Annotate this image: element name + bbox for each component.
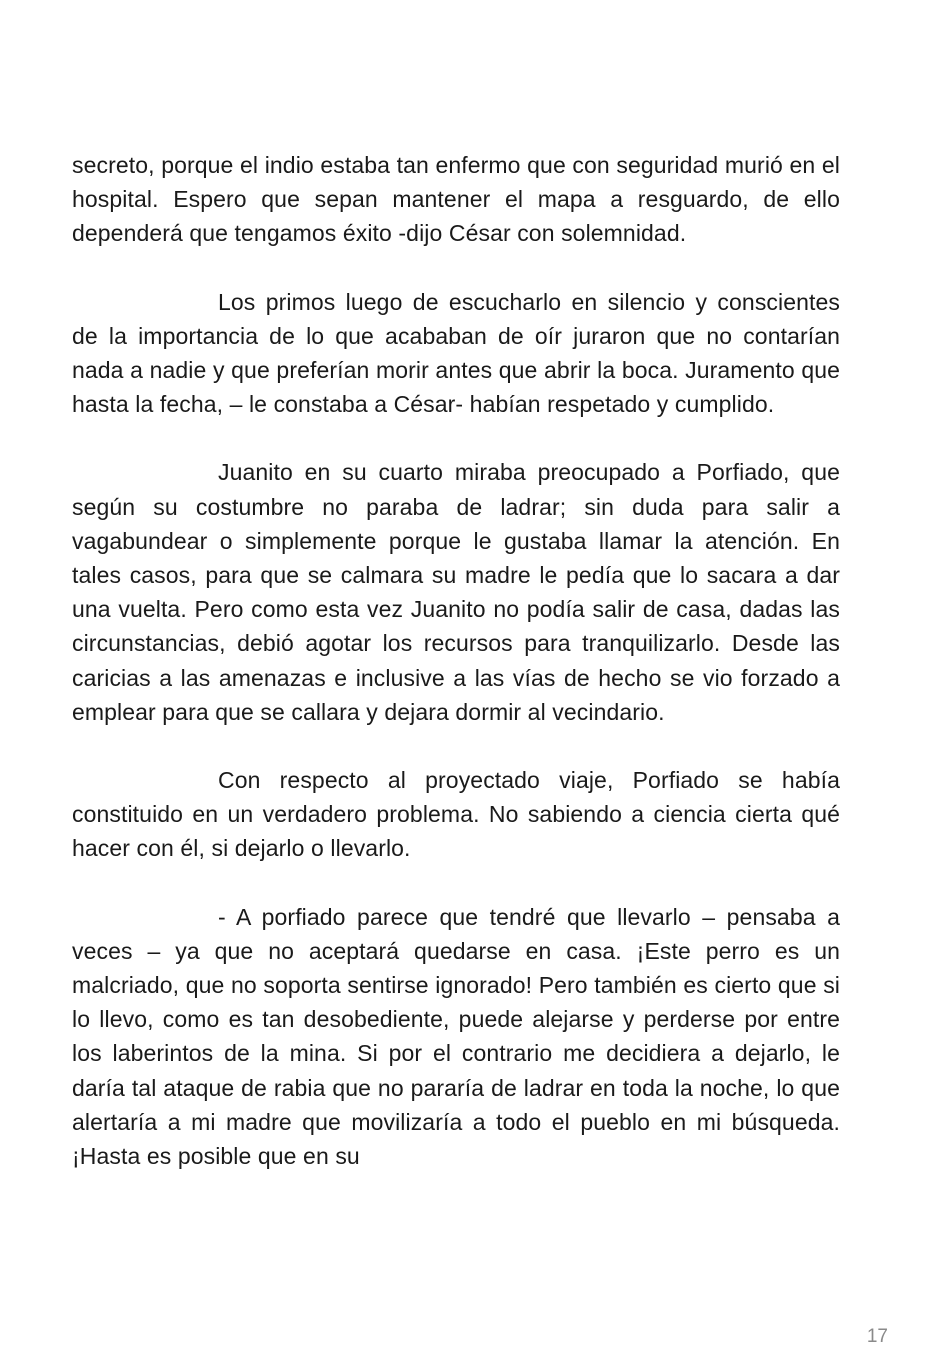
paragraph-1: secreto, porque el indio estaba tan enfermo que con seguridad murió en el hospital. Espero que sepan mantener el mapa a resguardo, de ello dependerá que tengamos éxito -dijo César con solemnidad. xyxy=(72,152,840,247)
page-body xyxy=(72,148,840,1207)
paragraph-5: - A porfiado parece que tendré que llevarlo – pensaba a veces – ya que no aceptará quedarse en casa. ¡Este perro es un malcriado, que no soporta sentirse ignorado! Pero también es cierto que si lo llevo, como es tan desobediente, puede alejarse y perderse por entre los laberintos de la mina. Si por el contrario me decidiera a dejarlo, le daría tal ataque de rabia que no pararía de ladrar en toda la noche, lo que alertaría a mi madre que movilizaría a todo el pueblo en mi búsqueda. ¡Hasta es posible que en su xyxy=(72,903,840,1170)
paragraph-2: Los primos luego de escucharlo en silencio y conscientes de la importancia de lo que acababan de oír juraron que no contarían nada a nadie y que preferían morir antes que abrir la boca. Juramento que hasta la fecha, – le constaba a César- habían respetado y cumplido. xyxy=(72,288,840,418)
page-number: 17 xyxy=(866,1326,888,1347)
paragraph-3: Juanito en su cuarto miraba preocupado a Porfiado, que según su costumbre no paraba de ladrar; sin duda para salir a vagabundear o simplemente porque le gustaba llamar la atención. En tales casos, para que se calmara su madre le pedía que lo sacara a dar una vuelta. Pero como esta vez Juanito no podía salir de casa, dadas las circunstancias, debió agotar los recursos para tranquilizarlo. Desde las caricias a las amenazas e inclusive a las vías de hecho se vio forzado a emplear para que se callara y dejara dormir al vecindario. xyxy=(72,459,840,725)
paragraph-4: Con respecto al proyectado viaje, Porfiado se había constituido en un verdadero problema. No sabiendo a ciencia cierta qué hacer con él, si dejarlo o llevarlo. xyxy=(72,767,840,862)
